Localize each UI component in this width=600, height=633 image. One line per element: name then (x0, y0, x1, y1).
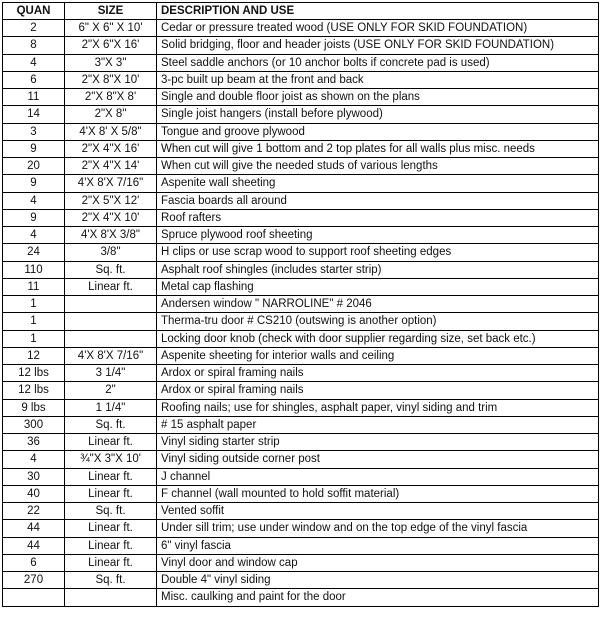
quantity-cell: 12 (3, 347, 65, 364)
quantity-cell: 1 (3, 330, 65, 347)
table-row (3, 89, 599, 106)
table-row (3, 451, 599, 468)
description-cell: Ardox or spiral framing nails (157, 365, 599, 382)
table-row (3, 330, 599, 347)
description-cell: Under sill trim; use under window and on the top edge of the vinyl fascia (157, 520, 599, 537)
description-cell: Metal cap flashing (157, 278, 599, 295)
size-cell: ¾"X 3"X 10' (65, 451, 157, 468)
size-cell: 4'X 8'X 7/16" (65, 347, 157, 364)
size-cell (65, 313, 157, 330)
size-cell: Linear ft. (65, 468, 157, 485)
description-cell: Ardox or spiral framing nails (157, 382, 599, 399)
table-row (3, 416, 599, 433)
size-cell: 3 1/4" (65, 365, 157, 382)
table-row (3, 123, 599, 140)
size-cell: Linear ft. (65, 434, 157, 451)
table-row (3, 175, 599, 192)
size-cell: 2"X 8"X 8' (65, 89, 157, 106)
table-row (3, 192, 599, 209)
quantity-cell: 300 (3, 416, 65, 433)
description-cell: Steel saddle anchors (or 10 anchor bolts if concrete pad is used) (157, 54, 599, 71)
description-cell: Single and double floor joist as shown on the plans (157, 89, 599, 106)
quantity-cell: 6 (3, 554, 65, 571)
quantity-cell: 9 (3, 209, 65, 226)
size-cell: 2" (65, 382, 157, 399)
description-cell: Fascia boards all around (157, 192, 599, 209)
table-row (3, 209, 599, 226)
table-row (3, 106, 599, 123)
size-cell: 6" X 6" X 10' (65, 20, 157, 37)
quantity-cell: 40 (3, 485, 65, 502)
description-cell: Cedar or pressure treated wood (USE ONLY FOR SKID FOUNDATION) (157, 20, 599, 37)
quantity-cell: 4 (3, 227, 65, 244)
description-cell: F channel (wall mounted to hold soffit material) (157, 485, 599, 502)
size-cell: Sq. ft. (65, 261, 157, 278)
quantity-cell: 1 (3, 296, 65, 313)
table-row (3, 244, 599, 261)
description-cell: Single joist hangers (install before plywood) (157, 106, 599, 123)
quantity-cell: 6 (3, 71, 65, 88)
table-row (3, 347, 599, 364)
table-row (3, 537, 599, 554)
description-cell: Aspenite sheeting for interior walls and ceiling (157, 347, 599, 364)
description-cell: Misc. caulking and paint for the door (157, 589, 599, 606)
header-description: DESCRIPTION AND USE (157, 3, 599, 20)
quantity-cell: 110 (3, 261, 65, 278)
quantity-cell: 11 (3, 278, 65, 295)
size-cell: 2"X 6"X 16' (65, 37, 157, 54)
materials-table (2, 2, 599, 607)
size-cell: 2"X 8"X 10' (65, 71, 157, 88)
description-cell: Vented soffit (157, 503, 599, 520)
quantity-cell: 14 (3, 106, 65, 123)
table-row (3, 71, 599, 88)
size-cell: Sq. ft. (65, 503, 157, 520)
table-body (3, 20, 599, 607)
description-cell: # 15 asphalt paper (157, 416, 599, 433)
size-cell: 4'X 8'X 7/16" (65, 175, 157, 192)
table-row (3, 140, 599, 157)
table-row (3, 261, 599, 278)
quantity-cell: 1 (3, 313, 65, 330)
quantity-cell: 2 (3, 20, 65, 37)
table-row (3, 503, 599, 520)
description-cell: Solid bridging, floor and header joists (USE ONLY FOR SKID FOUNDATION) (157, 37, 599, 54)
table-row (3, 554, 599, 571)
quantity-cell: 4 (3, 54, 65, 71)
table-row (3, 589, 599, 606)
quantity-cell: 12 lbs (3, 382, 65, 399)
table-row (3, 296, 599, 313)
description-cell: Roof rafters (157, 209, 599, 226)
table-row (3, 37, 599, 54)
description-cell: Therma-tru door # CS210 (outswing is another option) (157, 313, 599, 330)
quantity-cell: 36 (3, 434, 65, 451)
description-cell: Spruce plywood roof sheeting (157, 227, 599, 244)
description-cell: Vinyl door and window cap (157, 554, 599, 571)
size-cell (65, 296, 157, 313)
table-row (3, 485, 599, 502)
header-size: SIZE (65, 3, 157, 20)
description-cell: Vinyl siding starter strip (157, 434, 599, 451)
quantity-cell: 4 (3, 192, 65, 209)
quantity-cell: 30 (3, 468, 65, 485)
table-row (3, 278, 599, 295)
description-cell: When cut will give 1 bottom and 2 top plates for all walls plus misc. needs (157, 140, 599, 157)
description-cell: J channel (157, 468, 599, 485)
size-cell: 2"X 5"X 12' (65, 192, 157, 209)
quantity-cell: 4 (3, 451, 65, 468)
description-cell: When cut will give the needed studs of various lengths (157, 158, 599, 175)
table-row (3, 365, 599, 382)
table-row (3, 382, 599, 399)
size-cell: 1 1/4" (65, 399, 157, 416)
size-cell: Linear ft. (65, 485, 157, 502)
description-cell: 3-pc built up beam at the front and back (157, 71, 599, 88)
header-row (3, 3, 599, 20)
description-cell: Asphalt roof shingles (includes starter strip) (157, 261, 599, 278)
size-cell: Linear ft. (65, 278, 157, 295)
description-cell: 6" vinyl fascia (157, 537, 599, 554)
quantity-cell: 12 lbs (3, 365, 65, 382)
description-cell: Aspenite wall sheeting (157, 175, 599, 192)
size-cell: 3/8" (65, 244, 157, 261)
table-row (3, 227, 599, 244)
size-cell: Linear ft. (65, 537, 157, 554)
quantity-cell: 44 (3, 520, 65, 537)
quantity-cell: 9 lbs (3, 399, 65, 416)
quantity-cell: 8 (3, 37, 65, 54)
description-cell: H clips or use scrap wood to support roof sheeting edges (157, 244, 599, 261)
table-row (3, 313, 599, 330)
size-cell: Sq. ft. (65, 572, 157, 589)
quantity-cell: 44 (3, 537, 65, 554)
table-row (3, 399, 599, 416)
quantity-cell: 11 (3, 89, 65, 106)
quantity-cell: 270 (3, 572, 65, 589)
size-cell: 3"X 3" (65, 54, 157, 71)
size-cell: Sq. ft. (65, 416, 157, 433)
quantity-cell: 20 (3, 158, 65, 175)
size-cell: 2"X 8" (65, 106, 157, 123)
quantity-cell: 9 (3, 175, 65, 192)
quantity-cell: 22 (3, 503, 65, 520)
size-cell: 4'X 8'X 3/8" (65, 227, 157, 244)
size-cell: Linear ft. (65, 520, 157, 537)
table-row (3, 520, 599, 537)
table-row (3, 572, 599, 589)
description-cell: Tongue and groove plywood (157, 123, 599, 140)
table-row (3, 54, 599, 71)
materials-list (2, 2, 599, 607)
size-cell (65, 330, 157, 347)
description-cell: Andersen window " NARROLINE" # 2046 (157, 296, 599, 313)
size-cell: 4'X 8' X 5/8" (65, 123, 157, 140)
description-cell: Vinyl siding outside corner post (157, 451, 599, 468)
description-cell: Double 4" vinyl siding (157, 572, 599, 589)
header-quan: QUAN (3, 3, 65, 20)
table-row (3, 158, 599, 175)
description-cell: Locking door knob (check with door supplier regarding size, set back etc.) (157, 330, 599, 347)
table-row (3, 20, 599, 37)
size-cell: 2"X 4"X 16' (65, 140, 157, 157)
size-cell (65, 589, 157, 606)
quantity-cell: 24 (3, 244, 65, 261)
quantity-cell: 9 (3, 140, 65, 157)
size-cell: 2"X 4"X 10' (65, 209, 157, 226)
quantity-cell (3, 589, 65, 606)
size-cell: Linear ft. (65, 554, 157, 571)
table-row (3, 434, 599, 451)
description-cell: Roofing nails; use for shingles, asphalt paper, vinyl siding and trim (157, 399, 599, 416)
size-cell: 2"X 4"X 14' (65, 158, 157, 175)
quantity-cell: 3 (3, 123, 65, 140)
table-row (3, 468, 599, 485)
